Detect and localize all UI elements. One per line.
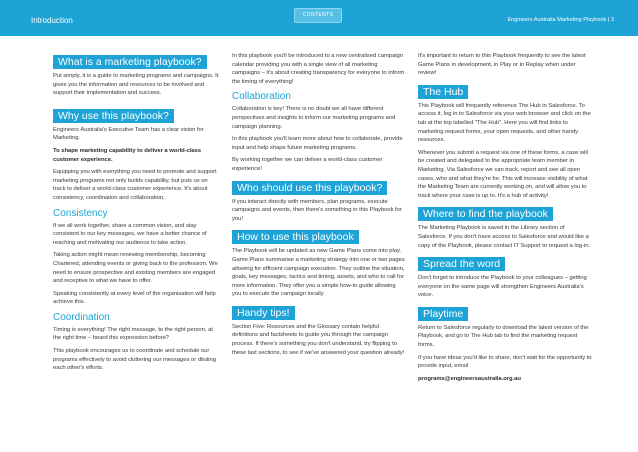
paragraph: Put simply, it is a guide to marketing programs and campaigns. It gives you the information and resources to be involved and support their implementation and success. [53,73,219,97]
heading-where-to-find: Where to find the playbook [418,207,553,221]
paragraph: Return to Salesforce regularly to download the latest version of the Playbook, and go to The Hub tab to find the marketing request forms. [418,324,589,349]
paragraph: This Playbook will frequently reference The Hub in Salesforce. To access it, log in to Salesforce via your web browser and click on the tab at the top labelled "The Hub". Here you will find links to marketing request forms, your open requests, and other handy resources. [418,102,591,144]
heading-why-use-playbook: Why use this playbook? [53,109,174,123]
section-title: Introduction [31,16,73,25]
heading-consistency: Consistency [53,207,108,219]
email-link[interactable]: programs@engineersaustralia.org.au [418,375,521,382]
heading-handy-tips: Handy tips! [232,306,295,320]
paragraph: Whenever you submit a request via one of these forms, a case will be created and delegated to the appropriate team member in Marketing. Via Salesforce we can track, report and see all open cases, who and what they're for. This will increase visibility of what the Marketing Team are currently working on, and will allow you to track where your case is up to. It's a hub of activity! [418,149,588,199]
heading-coordination: Coordination [53,311,110,323]
paragraph: It's important to return to this Playbook frequently to see the latest Game Plans in development, in Play or in Replay when under review! [418,53,586,77]
paragraph: Equipping you with everything you need to promote and support marketing programs not only builds capability, but puts us on track to deliver a world-class customer experience. It's about consistency, coordination and collaboration. [53,169,217,201]
heading-collaboration: Collaboration [232,91,291,103]
paragraph: The Playbook will be updated as new Game Plans come into play. Game Plans summarise a marketing strategy into one or two pages allowing for efficient campaign execution. They outline the situation, goals, key messages, tactics and timing, assets, and who to call for more information. They offer you a simple how-to guide allowing you to execute the campaign locally. [232,248,405,298]
paragraph: Speaking consistently at every level of the organisation will help achieve this. [53,290,216,306]
column-middle [232,52,406,361]
paragraph: In this playbook you'll be introduced to a new centralised campaign calendar providing you with a single view of all marketing campaigns – it's about creating transparency for everyone to inform the timing of everything! [232,53,405,85]
heading-how-to-use: How to use this playbook [232,230,359,244]
paragraph: Taking action might mean renewing membership, becoming Chartered, attending events or giving back to the profession. We need to ensure prospective and existing members are engaged and receptive to what we have to offer. [53,252,218,285]
paragraph: This playbook encourages us to coordinate and schedule our programs effectively to avoid cluttering our messages or diluting each other's efforts. [53,348,216,372]
paragraph: The Marketing Playbook is saved in the Library section of Salesforce. If you don't have access to Salesforce and would like a copy of the Playbook, please contact IT Support to request a log-in. [418,225,591,249]
paragraph: Timing is everything! The right message, to the right person, at the right time – heard this expression before? [53,326,213,342]
heading-what-is-playbook: What is a marketing playbook? [53,55,207,69]
contents-tab-button[interactable]: CONTENTS [294,8,342,23]
document-title: Engineers Australia Marketing Playbook | 3 [507,17,614,23]
vision-statement: To shape marketing capability to deliver a world-class customer experience. [53,147,202,163]
paragraph: If we all work together, share a common vision, and stay consistent to our key messages, we have a better chance of reaching and motivating our audience to take action. [53,222,207,246]
paragraph: By working together we can deliver a world-class customer experience! [232,157,383,172]
heading-spread-the-word: Spread the word [418,257,505,271]
paragraph: Collaboration is key! There is no doubt we all have different perspectives and insights to inform our marketing programs and campaign planning. [232,106,396,130]
paragraph: If you interact directly with members, plan programs, execute campaigns and events, then there's something in this Playbook for you! [232,198,402,222]
paragraph: Engineers Australia's Executive Team has a clear vision for Marketing. [53,126,204,142]
paragraph: Section Five: Resources and the Glossary contain helpful definitions and factsheets to guide you through the campaign process. If there's something you don't understand, try flipping to these last sections, to see if we've answered your question already! [232,323,405,356]
heading-the-hub: The Hub [418,85,468,99]
heading-playtime: Playtime [418,307,468,321]
heading-who-should-use: Who should use this playbook? [232,181,387,195]
paragraph: If you have ideas you'd like to share, don't wait for the opportunity to provide input, email [418,354,592,370]
column-left [53,52,221,377]
paragraph: In this playbook you'll learn more about how to collaborate, provide input and help shape future marketing programs. [232,136,403,151]
paragraph: Don't forget to introduce the Playbook to your colleagues – getting everyone on the same page will strengthen Engineers Australia's voice. [418,275,587,299]
column-right [418,52,594,387]
header-bar [0,0,638,36]
